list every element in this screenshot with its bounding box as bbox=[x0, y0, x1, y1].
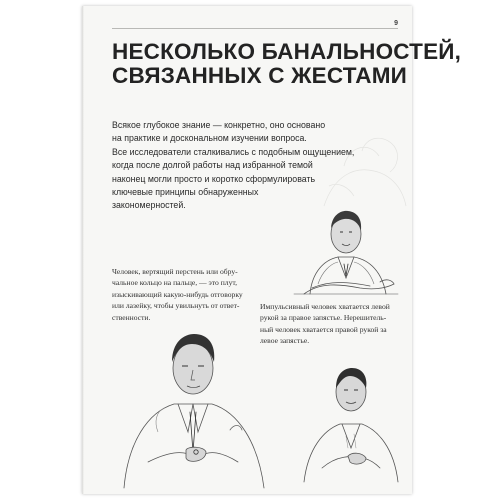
caption-line: ственности. bbox=[112, 312, 151, 322]
page-number: 9 bbox=[394, 20, 398, 27]
caption-line: изыскивающий какую-нибудь отговорку bbox=[112, 289, 243, 299]
intro-line: Всякое глубокое знание — конкретно, оно основано bbox=[112, 120, 326, 130]
caption-line: Человек, вертящий перстень или обру- bbox=[112, 267, 238, 276]
illustration-man-in-suit bbox=[290, 202, 402, 302]
page-title bbox=[112, 39, 462, 88]
page-edge-shadow bbox=[82, 6, 84, 494]
intro-line: Все исследователи сталкивались с подобным ощущением, bbox=[112, 146, 355, 157]
title-line: СВЯЗАННЫХ С ЖЕСТАМИ bbox=[112, 63, 408, 88]
caption-line: Импульсивный человек хватается левой bbox=[260, 302, 390, 311]
intro-line: ключевые принципы обнаруженных bbox=[112, 187, 259, 198]
intro-line: наконец могли просто и коротко сформулировать bbox=[112, 173, 316, 184]
illustration-man-twisting-ring bbox=[118, 312, 268, 490]
caption-line: чальное кольцо на пальце, — это плут, bbox=[112, 278, 238, 288]
caption-line: или лазейку, чтобы увильнуть от ответ- bbox=[112, 301, 240, 311]
caption-line: ный человек хватается правой рукой за bbox=[260, 324, 387, 334]
caption-line: левое запястье. bbox=[260, 336, 310, 346]
title-line: НЕСКОЛЬКО БАНАЛЬНОСТЕЙ, bbox=[112, 39, 462, 64]
book-page bbox=[82, 6, 462, 494]
intro-line: на практике и доскональном изучении вопроса. bbox=[112, 133, 307, 144]
illustration-man-holding-wrist bbox=[296, 352, 406, 484]
caption-wrist-gesture bbox=[260, 301, 390, 347]
caption-line: рукой за правое запястье. Нерешитель- bbox=[260, 313, 387, 323]
intro-paragraph bbox=[112, 119, 355, 213]
intro-line: когда после долгой работы над избранной темой bbox=[112, 160, 313, 171]
header-rule bbox=[112, 28, 398, 29]
intro-line: закономерностей. bbox=[112, 200, 186, 211]
